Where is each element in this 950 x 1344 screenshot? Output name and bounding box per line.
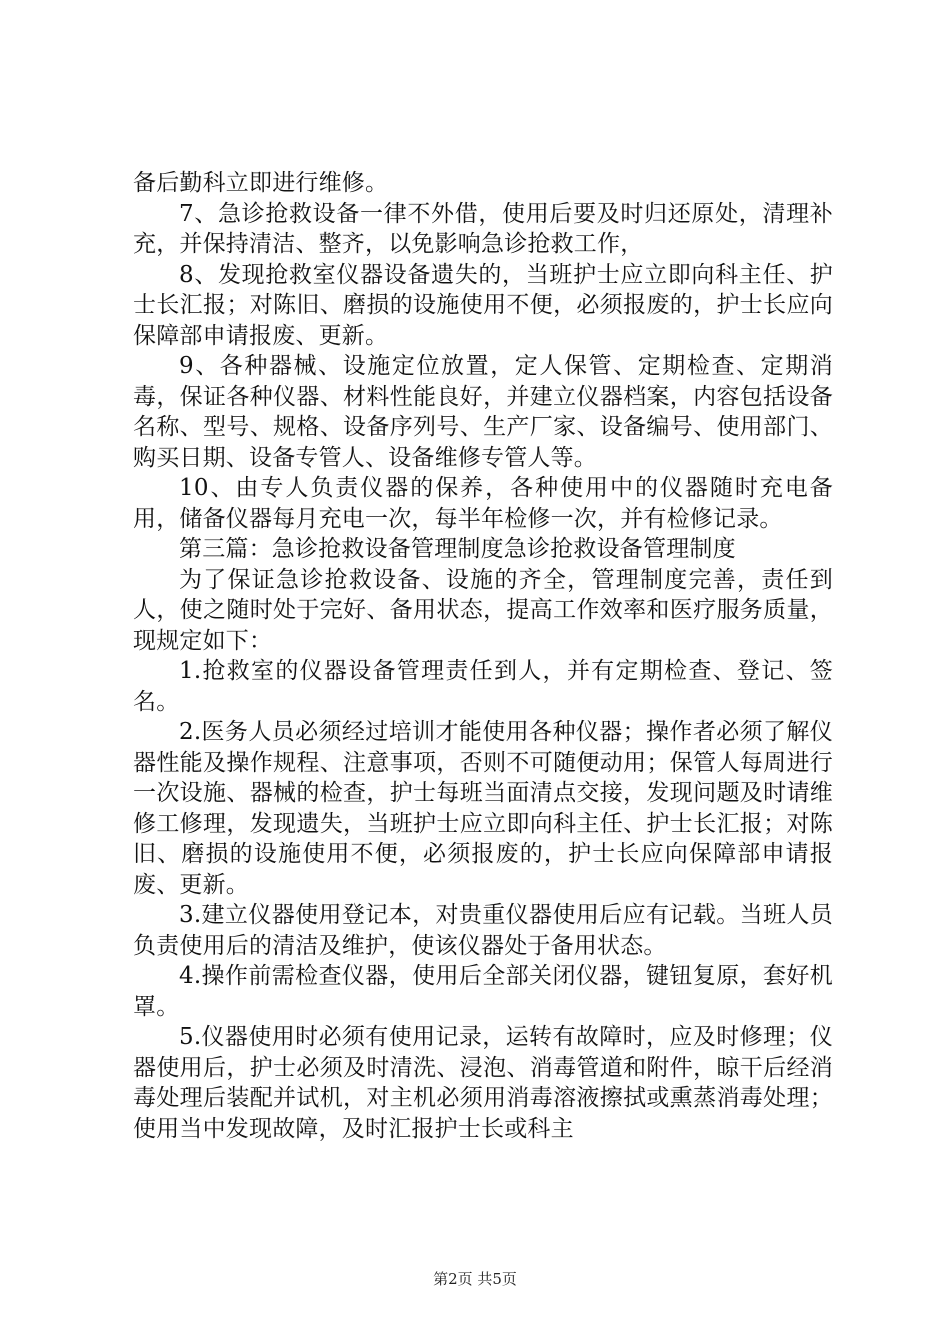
paragraph-rule-3: 3.建立仪器使用登记本，对贵重仪器使用后应有记载。当班人员负责使用后的清洁及维护，使该仪器处于备用状态。 (133, 902, 833, 959)
paragraph-item-8: 8、发现抢救室仪器设备遗失的，当班护士应立即向科主任、护士长汇报；对陈旧、磨损的设施使用不便，必须报废的，护士长应向保障部申请报废、更新。 (133, 261, 833, 349)
page-number-footer: 第2页 共5页 (433, 1270, 517, 1288)
document-body (133, 168, 833, 1144)
section-heading: 第三篇：急诊抢救设备管理制度急诊抢救设备管理制度 (179, 536, 736, 562)
paragraph-item-10: 10、由专人负责仪器的保养，各种使用中的仪器随时充电备用，储备仪器每月充电一次，每半年检修一次，并有检修记录。 (133, 475, 833, 532)
paragraph-rule-4: 4.操作前需检查仪器，使用后全部关闭仪器，键钮复原，套好机罩。 (133, 963, 833, 1020)
paragraph-rule-5: 5.仪器使用时必须有使用记录，运转有故障时，应及时修理；仪器使用后，护士必须及时清洗、浸泡、消毒管道和附件，晾干后经消毒处理后装配并试机，对主机必须用消毒溶液擦拭或熏蒸消毒处理；使用当中发现故障，及时汇报护士长或科主 (133, 1024, 833, 1142)
paragraph-item-9: 9、各种器械、设施定位放置，定人保管、定期检查、定期消毒，保证各种仪器、材料性能良好，并建立仪器档案，内容包括设备名称、型号、规格、设备序列号、生产厂家、设备编号、使用部门、购买日期、设备专管人、设备维修专管人等。 (133, 353, 833, 471)
paragraph-rule-1: 1.抢救室的仪器设备管理责任到人，并有定期检查、登记、签名。 (133, 658, 833, 715)
paragraph-item-7: 7、急诊抢救设备一律不外借，使用后要及时归还原处，清理补充，并保持清洁、整齐，以免影响急诊抢救工作， (133, 200, 833, 257)
paragraph-continuation: 备后勤科立即进行维修。 (133, 170, 389, 196)
paragraph-intro: 为了保证急诊抢救设备、设施的齐全，管理制度完善，责任到人，使之随时处于完好、备用状态，提高工作效率和医疗服务质量，现规定如下： (133, 566, 833, 654)
paragraph-rule-2: 2.医务人员必须经过培训才能使用各种仪器；操作者必须了解仪器性能及操作规程、注意事项，否则不可随便动用；保管人每周进行一次设施、器械的检查，护士每班当面清点交接，发现问题及时请维修工修理，发现遗失，当班护士应立即向科主任、护士长汇报；对陈旧、磨损的设施使用不便，必须报废的，护士长应向保障部申请报废、更新。 (133, 719, 833, 898)
